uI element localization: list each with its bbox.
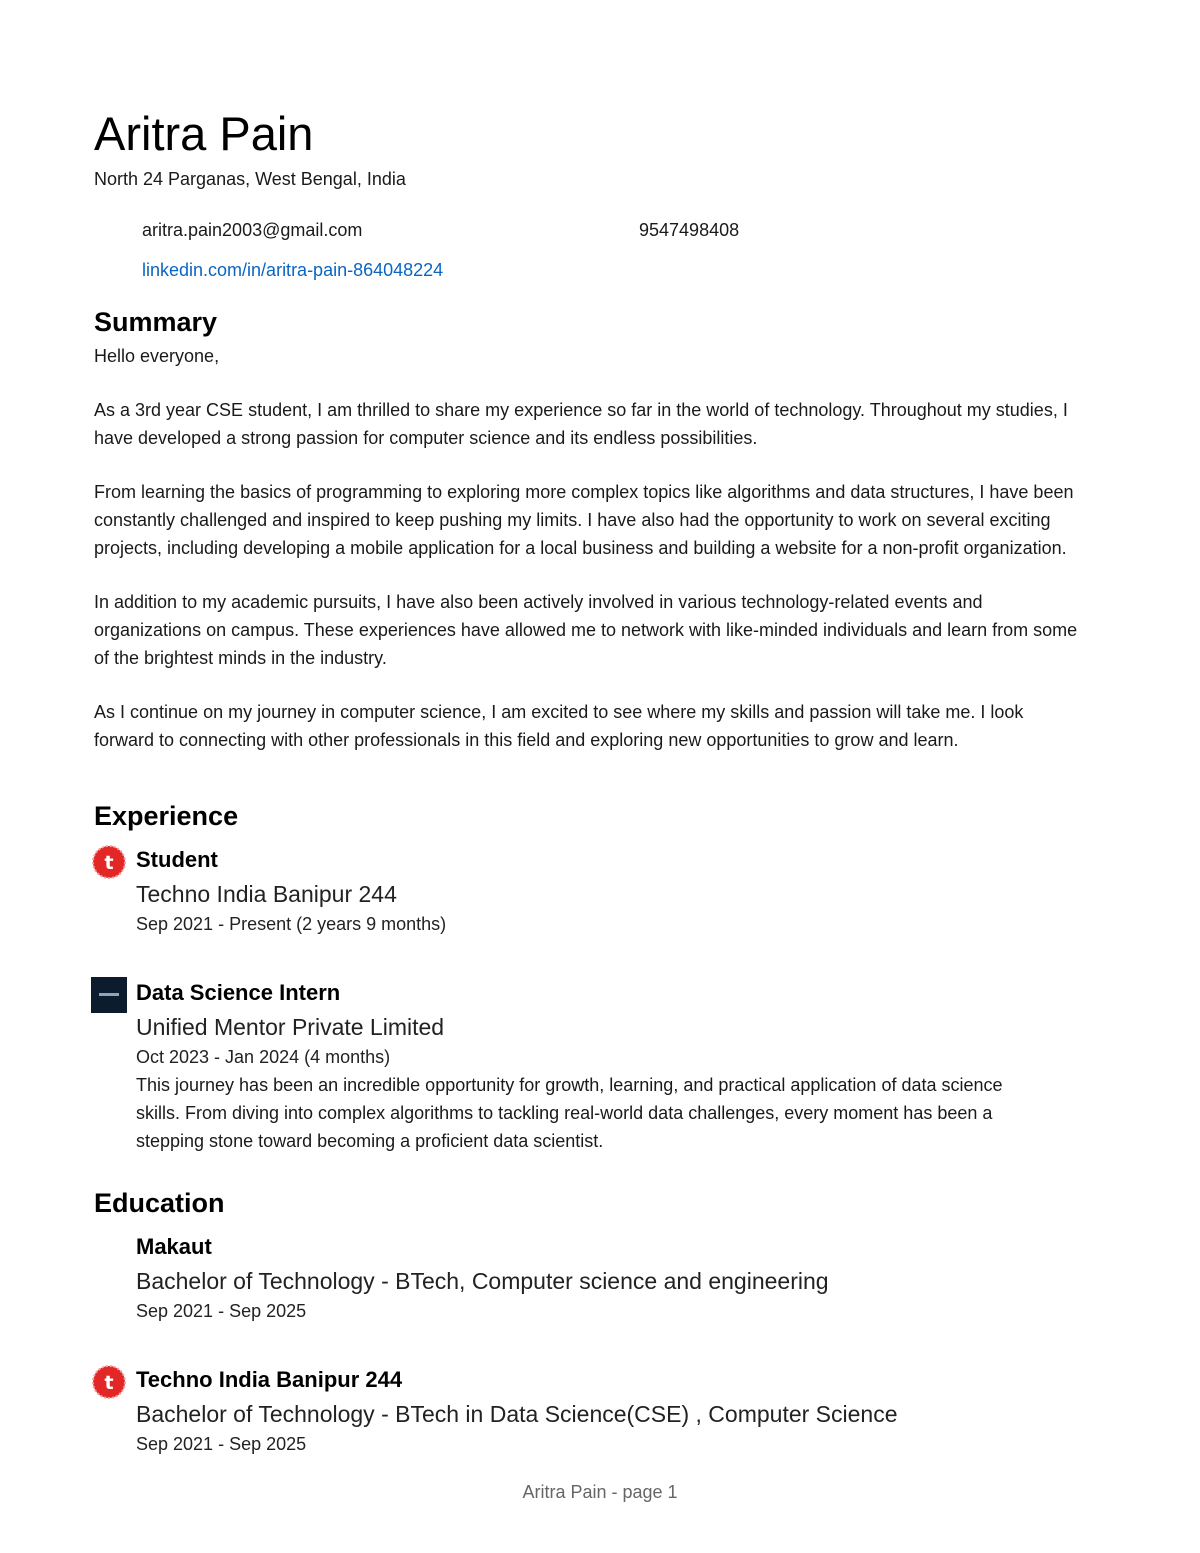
- summary-heading: Summary: [94, 307, 218, 337]
- education-heading: Education: [94, 1188, 225, 1218]
- location: North 24 Parganas, West Bengal, India: [94, 169, 406, 189]
- education-dates: Sep 2021 - Sep 2025: [136, 1434, 307, 1454]
- summary-paragraph: In addition to my academic pursuits, I have also been actively involved in various technology-related events and organizations on campus. These experiences have allowed me to network with like-minded individuals and learn from some of the brightest minds in the industry.: [94, 592, 1078, 668]
- education-school: Techno India Banipur 244: [136, 1367, 403, 1392]
- education-school: Makaut: [136, 1234, 212, 1259]
- techno-india-logo-icon: [91, 1364, 127, 1400]
- summary-paragraph: As a 3rd year CSE student, I am thrilled to share my experience so far in the world of technology. Throughout my studies, I have developed a strong passion for computer science and its endless possibilities.: [94, 400, 1068, 448]
- email[interactable]: aritra.pain2003@gmail.com: [142, 220, 363, 240]
- phone: 9547498408: [639, 220, 740, 240]
- experience-dates: Sep 2021 - Present (2 years 9 months): [136, 914, 447, 934]
- linkedin-link[interactable]: linkedin.com/in/aritra-pain-864048224: [142, 260, 444, 280]
- svg-text:t: t: [104, 1372, 114, 1394]
- svg-text:t: t: [104, 852, 114, 874]
- experience-dates: Oct 2023 - Jan 2024 (4 months): [136, 1047, 391, 1067]
- experience-heading: Experience: [94, 801, 239, 831]
- page-footer: Aritra Pain - page 1: [522, 1482, 678, 1502]
- summary-body: [94, 342, 1084, 780]
- experience-company: Techno India Banipur 244: [136, 881, 397, 907]
- experience-company: Unified Mentor Private Limited: [136, 1014, 445, 1040]
- education-dates: Sep 2021 - Sep 2025: [136, 1301, 307, 1321]
- summary-paragraph: As I continue on my journey in computer science, I am excited to see where my skills and passion will take me. I look forward to connecting with other professionals in this field and exploring new opportunities to grow and learn.: [94, 702, 1024, 750]
- education-degree: Bachelor of Technology - BTech, Computer science and engineering: [136, 1268, 829, 1294]
- experience-description: This journey has been an incredible opportunity for growth, learning, and practical application of data science skills. From diving into complex algorithms to tackling real-world data challenges, every moment has been a stepping stone toward becoming a proficient data scientist.: [136, 1075, 1003, 1151]
- unified-mentor-logo-icon: [91, 977, 127, 1013]
- techno-india-logo-icon: [91, 844, 127, 880]
- candidate-name: Aritra Pain: [94, 107, 314, 160]
- education-degree: Bachelor of Technology - BTech in Data Science(CSE) , Computer Science: [136, 1401, 898, 1427]
- experience-role: Student: [136, 847, 218, 872]
- experience-role: Data Science Intern: [136, 980, 341, 1005]
- summary-paragraph: Hello everyone,: [94, 346, 220, 366]
- summary-paragraph: From learning the basics of programming to exploring more complex topics like algorithms and data structures, I have been constantly challenged and inspired to keep pushing my limits. I have also had the opportunity to work on several exciting projects, including developing a mobile application for a local business and building a website for a non-profit organization.: [94, 482, 1074, 558]
